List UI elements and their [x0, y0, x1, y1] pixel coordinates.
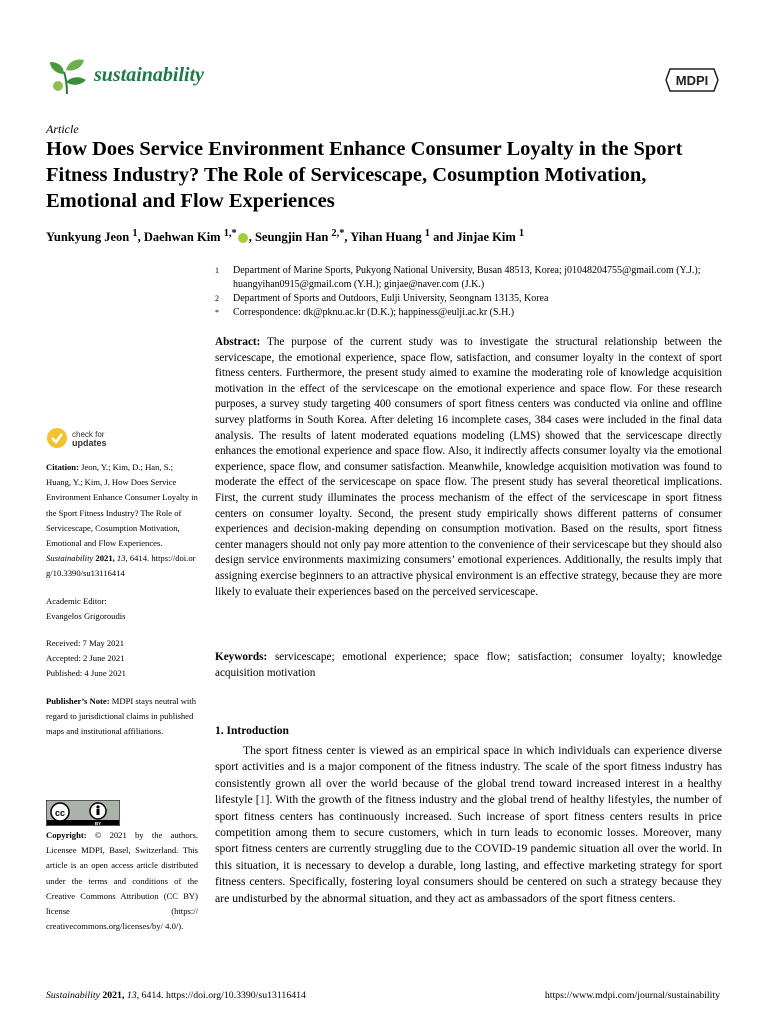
- affiliation-item: [215, 264, 725, 292]
- article-type: Article: [46, 122, 79, 136]
- copyright-text: © 2021 by the authors. Licensee MDPI, Basel, Switzerland. This article is an open access article distributed under the terms and conditions of the Creative Commons Attribution (CC BY) license (https:// creativecommons.org/licenses/by/ 4.0/).: [46, 830, 198, 932]
- author-list: Yunkyung Jeon $^1$, Daehwan Kim $^{1,*}$ , Seungjin Han $^{2,*}$, Yihan Huang $^1$ and Jinjae Kim $^1$: [46, 228, 525, 245]
- author-name[interactable]: Daehwan Kim: [143, 230, 221, 245]
- intro-text-part: The sport fitness center is viewed as an empirical space in which individuals can experience diverse sport activities and is a major component of the fitness industry. The scale of the sport fitness industry has consistently grown all over the world because of the global trend toward increased interest in a healthy lifestyle [: [215, 744, 722, 807]
- reference-link[interactable]: 1: [259, 793, 266, 807]
- keywords: [215, 650, 722, 681]
- citation-year: 2021,: [95, 553, 115, 564]
- editor-block: [46, 594, 198, 624]
- dates-block: [46, 636, 198, 682]
- intro-paragraph: [215, 743, 722, 907]
- affiliations: [215, 264, 725, 320]
- affiliation-marker: 1: [424, 228, 430, 239]
- check-updates-line1: check for: [72, 430, 105, 439]
- author-name[interactable]: Seungjin Han: [254, 230, 329, 245]
- correspondence-item: [215, 306, 725, 320]
- citation-text: Jeon, Y.; Kim, D.; Han, S.; Huang, Y.; Kim, J. How Does Service Environment Enhance Consumer Loyalty in the Sport Fitness Industry? The Role of Servicescape, Cosumption Motivation, Emotional and Flow Experiences.: [46, 462, 198, 549]
- footer-year: 2021,: [102, 990, 125, 1001]
- keywords-text: servicescape; emotional experience; space flow; satisfaction; consumer loyalty; knowledge acquisition motivation: [215, 651, 722, 679]
- svg-text:BY: BY: [94, 821, 102, 826]
- check-updates-line2: updates: [72, 438, 107, 448]
- cc-by-license-badge[interactable]: [46, 800, 120, 826]
- author-name[interactable]: Jinjae Kim: [456, 230, 516, 245]
- sustainability-leaf-logo: [46, 56, 88, 96]
- check-for-updates-button[interactable]: [46, 427, 156, 453]
- mdpi-logo: [664, 65, 720, 95]
- publisher-note: [46, 694, 198, 740]
- abstract: [215, 335, 722, 600]
- footer-doi[interactable]: 6414. https://doi.org/10.3390/su13116414: [141, 990, 306, 1001]
- abstract-text: The purpose of the current study was to investigate the structural relationship between the servicescape, the emotional experience, space flow, satisfaction, and consumer loyalty in the context of sport fitness centers. Furthermore, the present study aimed to examine the moderating role of knowledge acquisition motivation in the effect of the servicescape on the emotional experience and space flow. For these research purposes, a survey study targeting 400 consumers of sport fitness centers was conducted via online and offline survey platforms in South Korea. After deleting 16 incomplete cases, 384 cases were included in the final data analysis. The results of latent moderated equations modeling (LMS) showed that the servicescape directly enhances the emotional experience and space flow. Also, it indirectly affects consumer loyalty via the emotional experience, space flow, and consumer satisfaction. Meanwhile, knowledge acquisition motivation was found to moderate the effect of the servicescape on space flow. The present study has several theoretical implications. First, the current study illuminates the process mechanism of the effect of the servicescape in sport fitness centers on consumer loyalty. Second, the present study empirically shows different patterns of consumer experiences and decision-making depending on consumption motivation. Based on the results, sport fitness center managers should not only pay more attention to the convenience of their servicescape but they should also design service environments maximizing consumers’ emotional experiences. Additionally, the results imply that assigning exercise beginners to an attractive physical environment is an effective strategy, because they are more likely to evaluate their experiences based on the perceived servicescape.: [215, 336, 722, 598]
- affiliation-marker: 1: [518, 228, 525, 239]
- journal-name: sustainability: [94, 64, 205, 86]
- svg-text:MDPI: MDPI: [675, 73, 709, 88]
- affiliation-text: Department of Sports and Outdoors, Eulji University, Seongnam 13135, Korea: [233, 293, 549, 304]
- footer-journal: Sustainability: [46, 990, 100, 1001]
- check-updates-label: [72, 430, 107, 448]
- citation-doi-link[interactable]: https://doi.org/10.3390/su13116414: [46, 553, 196, 579]
- svg-text:cc: cc: [54, 808, 66, 818]
- citation-journal: Sustainability: [46, 553, 94, 564]
- article-title: How Does Service Environment Enhance Consumer Loyalty in the Sport Fitness Industry? The Role of Servicescape, Cosumption Motivation, Emotional and Flow Experiences: [46, 138, 683, 212]
- author-name[interactable]: Yihan Huang: [350, 230, 422, 245]
- citation-volume: 13,: [116, 553, 128, 564]
- keywords-label: Keywords:: [215, 651, 268, 663]
- intro-text-part: ]. With the growth of the fitness industry and the global trend of healthy lifestyles, the number of sport fitness centers has continuously increased. Such increase of sport fitness centers results in price competition among them to secure customers, which in turn leads to economic losses. Moreover, many sport fitness centers are currently struggling due to the COVID-19 pandemic situation all over the world. In this situation, it is necessary to develop a durable, long lasting, and effective marketing strategy for sport fitness centers. Specifically, fostering loyal consumers should be centered on such a strategy because they are undisturbed by the abnormal situation, and they act as ambassadors of the sport fitness centers.: [215, 793, 722, 905]
- section-heading: 1. Introduction: [215, 725, 289, 737]
- affiliation-marker: 1,*: [223, 228, 237, 239]
- accepted-date: Accepted: 2 June 2021: [46, 653, 125, 664]
- affiliation-number: 2: [215, 294, 219, 303]
- affiliation-item: [215, 292, 725, 306]
- citation-pages: 6414.: [129, 553, 150, 564]
- footer-volume: 13,: [126, 990, 140, 1001]
- citation-label: Citation:: [46, 462, 79, 472]
- affiliation-marker: 1: [132, 228, 138, 239]
- copyright-label: Copyright:: [46, 830, 87, 840]
- publisher-note-text: MDPI stays neutral with regard to jurisdictional claims in published maps and institutional affiliations.: [46, 695, 196, 737]
- editor-name: Evangelos Grigoroudis: [46, 610, 126, 621]
- abstract-label: Abstract:: [215, 336, 261, 348]
- affiliation-number: 1: [215, 266, 219, 275]
- publisher-note-label: Publisher’s Note:: [46, 695, 110, 706]
- correspondence-text: Correspondence: dk@pknu.ac.kr (D.K.); happiness@eulji.ac.kr (S.H.): [233, 307, 515, 318]
- affiliation-marker: 2,*: [331, 228, 345, 239]
- article-sidebar: [46, 460, 198, 751]
- orcid-icon[interactable]: [238, 233, 248, 243]
- check-updates-icon: [46, 427, 68, 449]
- author-conjunction: and: [433, 230, 454, 245]
- citation-block: [46, 460, 198, 582]
- received-date: Received: 7 May 2021: [46, 638, 125, 649]
- affiliation-text: Department of Marine Sports, Pukyong National University, Busan 48513, Korea; j01048204755@gmail.com (Y.J.); huangyihan0915@gmail.com (Y.H.); ginjae@naver.com (J.K.): [233, 265, 701, 290]
- correspondence-marker: *: [215, 308, 219, 317]
- author-name[interactable]: Yunkyung Jeon: [46, 230, 130, 245]
- footer-journal-url[interactable]: https://www.mdpi.com/journal/sustainability: [544, 990, 720, 1001]
- footer-citation: [46, 990, 306, 1001]
- published-date: Published: 4 June 2021: [46, 668, 126, 679]
- copyright-notice: [46, 828, 198, 934]
- editor-label: Academic Editor:: [46, 595, 107, 606]
